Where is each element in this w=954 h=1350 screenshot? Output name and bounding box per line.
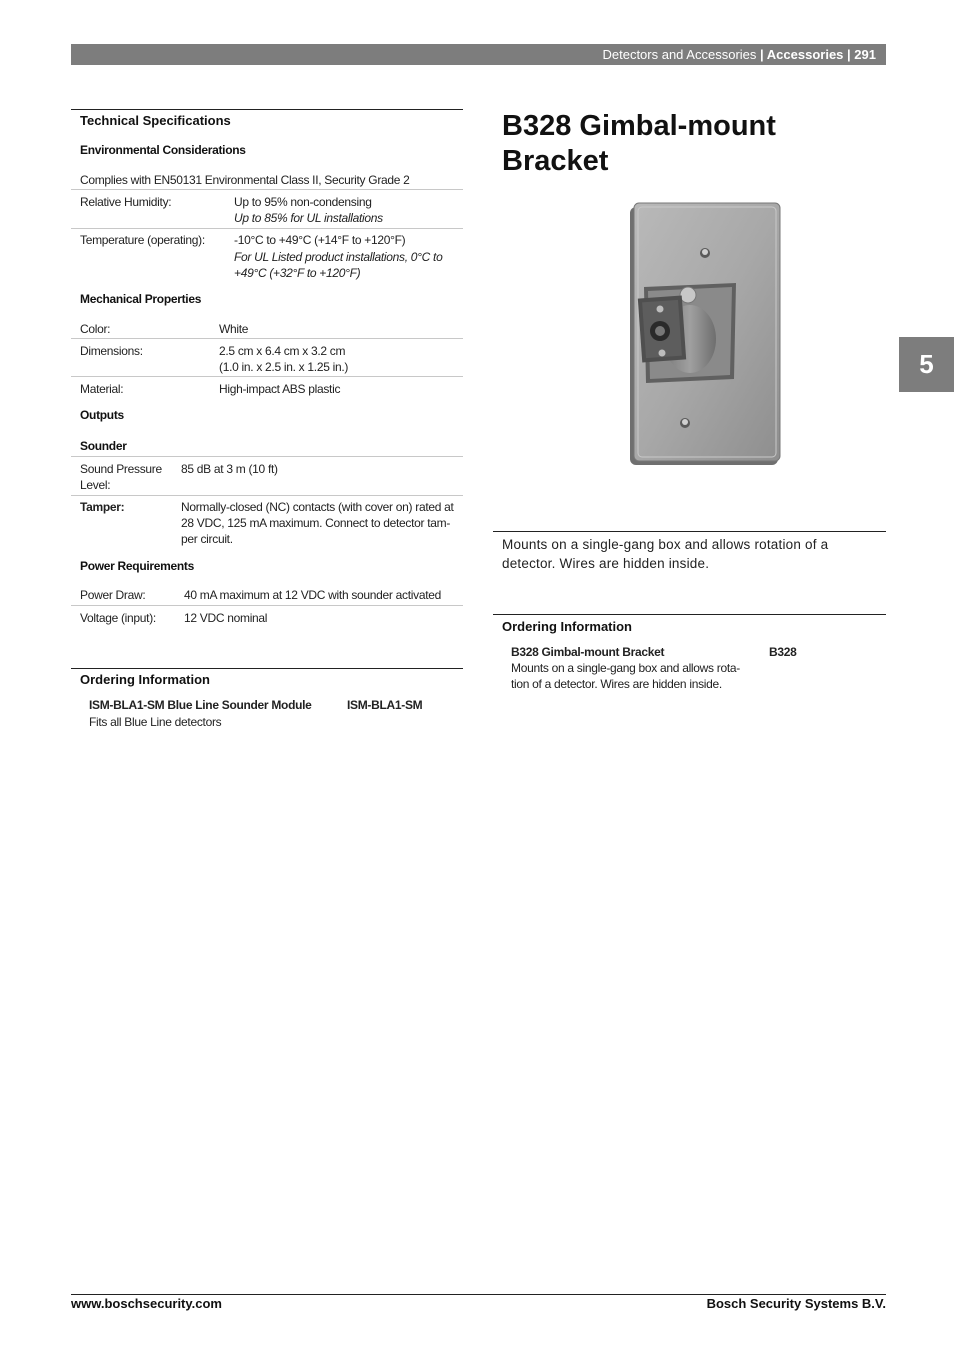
dimensions-label: Dimensions: (80, 344, 143, 358)
divider (71, 456, 463, 457)
section-rule (71, 668, 463, 669)
ordering-heading-left: Ordering Information (80, 672, 210, 687)
divider (71, 605, 463, 606)
divider (71, 228, 463, 229)
env-compliance: Complies with EN50131 Environmental Class II, Security Grade 2 (80, 173, 410, 187)
humidity-label: Relative Humidity: (80, 195, 172, 209)
outputs-heading: Outputs (80, 408, 124, 422)
voltage-value: 12 VDC nominal (184, 611, 268, 625)
footer-company: Bosch Security Systems B.V. (706, 1296, 886, 1311)
power-draw-label: Power Draw: (80, 588, 146, 602)
tamper-value-line2: 28 VDC, 125 mA maximum. Connect to detector tam- (181, 516, 451, 530)
color-label: Color: (80, 322, 111, 336)
footer-website[interactable]: www.boschsecurity.com (71, 1296, 222, 1311)
temperature-value: -10°C to +49°C (+14°F to +120°F) (234, 233, 406, 247)
order-item-desc-right-line1: Mounts on a single-gang box and allows rota- (511, 661, 740, 675)
order-item-code-left: ISM-BLA1-SM (347, 698, 423, 712)
product-title-line2: Bracket (502, 145, 609, 177)
tamper-label: Tamper: (80, 500, 125, 514)
ordering-heading-right: Ordering Information (502, 619, 632, 634)
dimensions-value-metric: 2.5 cm x 6.4 cm x 3.2 cm (219, 344, 346, 358)
divider (71, 376, 463, 377)
section-rule (493, 531, 886, 532)
mech-heading: Mechanical Properties (80, 292, 202, 306)
footer-rule (71, 1294, 886, 1295)
tamper-value-line1: Normally-closed (NC) contacts (with cover on) rated at (181, 500, 454, 514)
product-description-line1: Mounts on a single-gang box and allows rotation of a (502, 537, 829, 552)
page-header: Detectors and Accessories | Accessories | 291 (71, 44, 886, 65)
tech-spec-heading: Technical Specifications (80, 113, 231, 128)
color-value: White (219, 322, 249, 336)
power-draw-value: 40 mA maximum at 12 VDC with sounder activated (184, 588, 441, 602)
product-description-line2: detector. Wires are hidden inside. (502, 556, 710, 571)
power-heading: Power Requirements (80, 559, 194, 573)
header-category: Accessories (766, 47, 844, 62)
tamper-value-line3: per circuit. (181, 532, 233, 546)
material-label: Material: (80, 382, 124, 396)
order-item-name-left: ISM-BLA1-SM Blue Line Sounder Module (89, 698, 312, 712)
order-item-desc-right-line2: tion of a detector. Wires are hidden inside. (511, 677, 722, 691)
env-heading: Environmental Considerations (80, 143, 246, 157)
humidity-note: Up to 85% for UL installations (234, 211, 383, 225)
product-photo (560, 195, 830, 495)
section-rule (71, 109, 463, 110)
temperature-label: Temperature (operating): (80, 233, 205, 247)
divider (71, 338, 463, 339)
page-number: 291 (854, 47, 876, 62)
spl-value: 85 dB at 3 m (10 ft) (181, 462, 278, 476)
product-title-line1: B328 Gimbal-mount (502, 110, 776, 142)
material-value: High-impact ABS plastic (219, 382, 341, 396)
sounder-heading: Sounder (80, 439, 127, 453)
order-item-code-right: B328 (769, 645, 797, 659)
section-rule (493, 614, 886, 615)
dimensions-value-imperial: (1.0 in. x 2.5 in. x 1.25 in.) (219, 360, 349, 374)
humidity-value: Up to 95% non-condensing (234, 195, 372, 209)
temperature-note-line1: For UL Listed product installations, 0°C to (234, 250, 443, 264)
temperature-note-line2: +49°C (+32°F to +120°F) (234, 266, 361, 280)
spl-label-line2: Level: (80, 478, 111, 492)
header-section: Detectors and Accessories (602, 47, 757, 62)
order-item-desc-left: Fits all Blue Line detectors (89, 715, 222, 729)
voltage-label: Voltage (input): (80, 611, 156, 625)
divider (71, 189, 463, 190)
chapter-tab: 5 (899, 337, 954, 392)
spl-label-line1: Sound Pressure (80, 462, 162, 476)
order-item-name-right: B328 Gimbal-mount Bracket (511, 645, 665, 659)
divider (71, 495, 463, 496)
